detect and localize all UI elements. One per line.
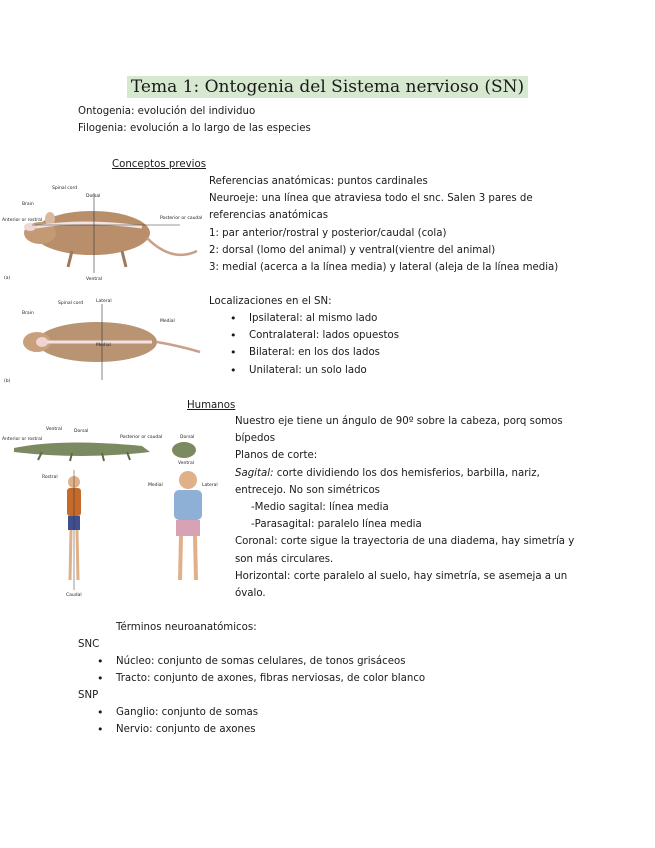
label-lateral: Lateral — [96, 299, 112, 304]
title-text: Tema 1: Ontogenia del Sistema nervioso (SN) — [127, 76, 528, 98]
sagital-label: Sagital: — [235, 467, 274, 479]
localizaciones-list — [249, 310, 399, 379]
sagital-line — [235, 465, 574, 482]
intro-line: Filogenia: evolución a lo largo de las especies — [78, 123, 311, 135]
label-a: (a) — [4, 276, 11, 281]
rat-tail — [157, 342, 200, 352]
label-spinal-cord: Spinal cord — [58, 301, 84, 306]
label-anterior: Anterior or rostral — [2, 437, 43, 442]
conceptos-line: 1: par anterior/rostral y posterior/caudal (cola) — [209, 227, 447, 239]
list-item: • Tracto: conjunto de axones, fibras nerviosas, de color blanco — [116, 670, 425, 687]
sagital-text: corte dividiendo los dos hemisferios, barbilla, nariz, — [273, 467, 540, 479]
label-ventral-2: Ventral — [178, 461, 194, 466]
intro-line: Ontogenia: evolución del individuo — [78, 106, 256, 117]
humanos-text — [235, 413, 574, 602]
conceptos-line: Referencias anatómicas: puntos cardinales — [209, 176, 428, 187]
label-dorsal: Dorsal — [74, 429, 89, 434]
conceptos-line: 3: medial (acerca a la línea media) y lateral (aleja de la línea media) — [209, 262, 559, 274]
human-front-shorts — [176, 520, 200, 536]
label-posterior: Posterior or caudal — [120, 435, 163, 440]
list-item: • Ganglio: conjunto de somas — [116, 704, 258, 721]
page-title — [0, 77, 655, 97]
horizontal-line: Horizontal: corte paralelo al suelo, hay simetría, se asemeja a un — [235, 570, 568, 582]
label-brain: Brain — [22, 311, 34, 316]
list-item: • Bilateral: en los dos lados — [249, 344, 399, 361]
human-front-head — [179, 471, 197, 489]
label-rostral: Rostral — [42, 475, 58, 480]
rat-brain — [36, 337, 48, 347]
localizaciones-heading: Localizaciones en el SN: — [209, 296, 332, 307]
humanos-line: óvalo. — [235, 588, 266, 600]
rat-tail — [147, 238, 197, 255]
list-item: • Ipsilateral: al mismo lado — [249, 310, 399, 327]
snp-list — [116, 704, 258, 738]
human-orientation-figure — [2, 420, 230, 600]
humanos-line: -Parasagital: paralelo línea media — [251, 519, 422, 531]
label-brain: Brain — [22, 202, 34, 207]
humanos-line: Planos de corte: — [235, 450, 318, 462]
label-medial: Medial — [96, 343, 111, 348]
humanos-line: son más circulares. — [235, 553, 334, 565]
label-ventral: Ventral — [86, 277, 102, 282]
label-ventral: Ventral — [46, 427, 62, 432]
label-dorsal: Dorsal — [86, 194, 101, 199]
coronal-line: Coronal: corte sigue la trayectoria de una diadema, hay simetría y — [235, 536, 575, 548]
intro-block — [78, 103, 311, 137]
rat-lateral-figure — [2, 183, 202, 283]
rat-brain — [24, 223, 36, 231]
crocodile-body — [14, 442, 150, 456]
humanos-heading: Humanos — [187, 400, 236, 411]
crocodile-front — [172, 442, 196, 458]
human-front-torso — [174, 490, 202, 520]
label-dorsal-2: Dorsal — [180, 435, 195, 440]
human-front-legs — [180, 536, 196, 580]
label-b: (b) — [4, 379, 11, 384]
humanos-line: bípedos — [235, 433, 276, 445]
label-medial: Medial — [148, 483, 163, 488]
terminos-heading: Términos neuroanatómicos: — [116, 622, 257, 633]
list-item: • Núcleo: conjunto de somas celulares, de tonos grisáceos — [116, 653, 425, 670]
label-spinal-cord: Spinal cord — [52, 186, 78, 191]
label-medial-2: Medial — [160, 319, 175, 324]
list-item: • Contralateral: lados opuestos — [249, 327, 399, 344]
list-item: • Nervio: conjunto de axones — [116, 721, 258, 738]
label-lateral: Lateral — [202, 483, 218, 488]
conceptos-line: referencias anatómicas — [209, 210, 329, 222]
snp-label: SNP — [78, 690, 99, 701]
rat-dorsal-figure — [2, 296, 202, 388]
label-posterior: Posterior or caudal — [160, 216, 202, 221]
humanos-line: -Medio sagital: línea media — [251, 502, 389, 514]
list-item: • Unilateral: un solo lado — [249, 362, 399, 379]
label-anterior: Anterior or rostral — [2, 218, 43, 223]
snc-list — [116, 653, 425, 687]
humanos-line: entrecejo. No son simétricos — [235, 484, 380, 496]
humanos-line: Nuestro eje tiene un ángulo de 90º sobre la cabeza, porq somos — [235, 416, 563, 427]
conceptos-text — [209, 173, 558, 276]
label-caudal: Caudal — [66, 593, 82, 598]
conceptos-line: 2: dorsal (lomo del animal) y ventral(vientre del animal) — [209, 244, 496, 256]
snc-label: SNC — [78, 639, 100, 650]
conceptos-line: Neuroeje: una línea que atraviesa todo el snc. Salen 3 pares de — [209, 193, 533, 205]
conceptos-heading: Conceptos previos — [112, 159, 207, 170]
